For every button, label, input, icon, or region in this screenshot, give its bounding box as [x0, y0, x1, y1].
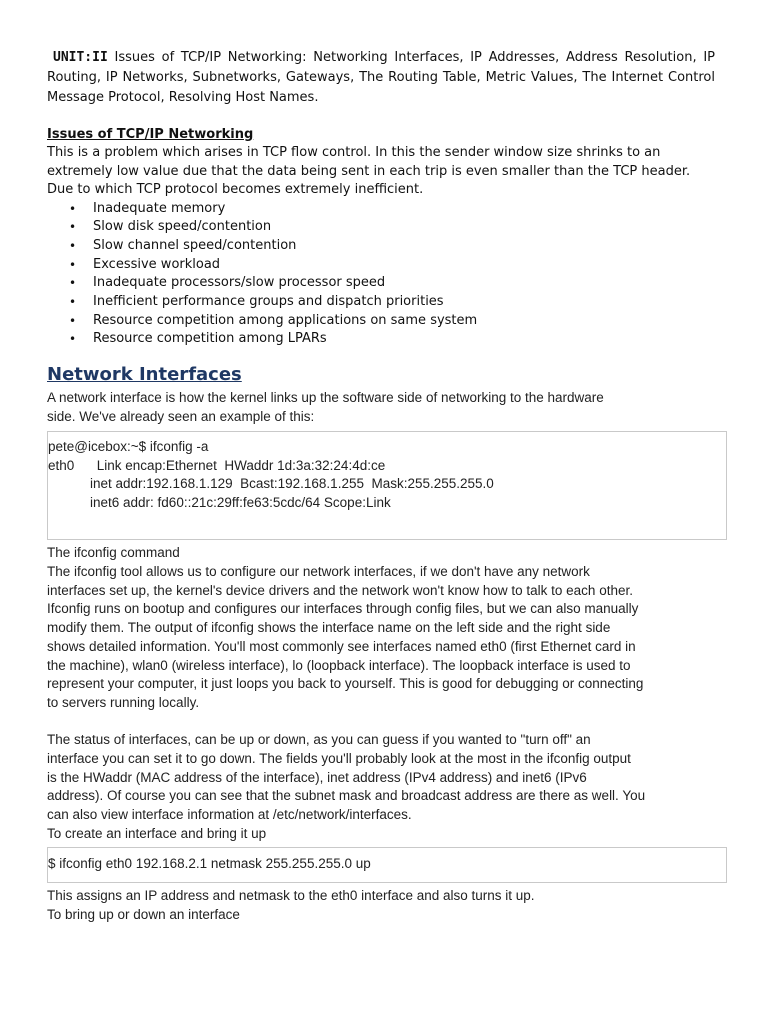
unit-topics: Issues of TCP/IP Networking: Networking Interfaces, IP Addresses, Address Resolution, IP Routing, IP Networks, Subnetworks, Gateways, The Routing Table, Metric Values, The Internet Control Message Protocol, Resolving Host Names. [47, 50, 715, 105]
status-line: is the HWaddr (MAC address of the interface), inet address (IPv4 address) and inet6 (IPv6 [47, 769, 587, 785]
bullet-item: • Inadequate memory [93, 200, 715, 219]
issues-line: This is a problem which arises in TCP flow control. In this the sender window size shrinks to an [47, 145, 661, 160]
status-line: address). Of course you can see that the subnet mask and broadcast address are there as well. You [47, 788, 646, 804]
bullet-item: • Inadequate processors/slow processor speed [93, 274, 715, 293]
code-line: inet6 addr: fd60::21c:29ff:fe63:5cdc/64 Scope:Link [90, 495, 391, 511]
unit-intro [47, 48, 715, 108]
ifconfig-line: shows detailed information. You'll most commonly see interfaces named eth0 (first Ethernet card in [47, 638, 636, 654]
assign-line: This assigns an IP address and netmask to the eth0 interface and also turns it up. [47, 887, 535, 903]
code-line: pete@icebox:~$ ifconfig -a [48, 438, 209, 454]
create-command-box [47, 847, 727, 883]
intro-line: A network interface is how the kernel links up the software side of networking to the hardware [47, 390, 604, 406]
issues-line: extremely low value due that the data being sent in each trip is even smaller than the TCP header. [47, 163, 691, 179]
document-page [47, 48, 715, 924]
issues-title: Issues of TCP/IP Networking [47, 127, 254, 142]
ifconfig-output-box [47, 431, 727, 540]
status-line: The status of interfaces, can be up or down, as you can guess if you wanted to "turn off" an [47, 732, 591, 748]
ifconfig-line: the machine), wlan0 (wireless interface), lo (loopback interface). The loopback interface is used to [47, 657, 631, 673]
ifconfig-description [47, 544, 715, 713]
ifconfig-line: The ifconfig tool allows us to configure our network interfaces, if we don't have any network [47, 563, 590, 579]
issues-bullet-list [47, 200, 715, 350]
bullet-item: • Excessive workload [93, 256, 715, 275]
ifconfig-line: represent your computer, it just loops you back to yourself. This is good for debugging or connecting [47, 676, 644, 692]
bullet-item: • Resource competition among LPARs [93, 330, 715, 349]
network-interfaces-heading: Network Interfaces [47, 364, 242, 386]
issues-line: Due to which TCP protocol becomes extremely inefficient. [47, 182, 424, 197]
intro-line: side. We've already seen an example of this: [47, 408, 315, 424]
bullet-item: • Slow channel speed/contention [93, 237, 715, 256]
ifconfig-line: to servers running locally. [47, 695, 200, 711]
assign-description [47, 887, 715, 925]
ifconfig-line: modify them. The output of ifconfig shows the interface name on the left side and the right side [47, 620, 611, 636]
unit-label: UNIT:II [53, 50, 108, 65]
ifconfig-line: interfaces set up, the kernel's device drivers and the network won't know how to talk to each other. [47, 582, 633, 598]
bullet-item: • Slow disk speed/contention [93, 218, 715, 237]
network-interfaces-intro [47, 389, 715, 427]
status-line: interface you can set it to go down. The fields you'll probably look at the most in the ifconfig output [47, 750, 631, 766]
status-description [47, 731, 715, 844]
create-command: $ ifconfig eth0 192.168.2.1 netmask 255.255.255.0 up [48, 855, 371, 871]
bullet-item: • Inefficient performance groups and dispatch priorities [93, 293, 715, 312]
code-line: inet addr:192.168.1.129 Bcast:192.168.1.255 Mask:255.255.255.0 [90, 476, 494, 492]
bullet-item: • Resource competition among applications on same system [93, 312, 715, 331]
status-line: can also view interface information at /etc/network/interfaces. [47, 807, 412, 823]
bring-caption: To bring up or down an interface [47, 906, 240, 922]
issues-paragraph [47, 144, 715, 200]
ifconfig-line: Ifconfig runs on bootup and configures our interfaces through config files, but we can also manually [47, 601, 639, 617]
ifconfig-caption: The ifconfig command [47, 544, 180, 560]
code-line: eth0 Link encap:Ethernet HWaddr 1d:3a:32:24:4d:ce [48, 457, 386, 473]
create-caption: To create an interface and bring it up [47, 826, 267, 842]
paragraph-gap [47, 713, 715, 731]
